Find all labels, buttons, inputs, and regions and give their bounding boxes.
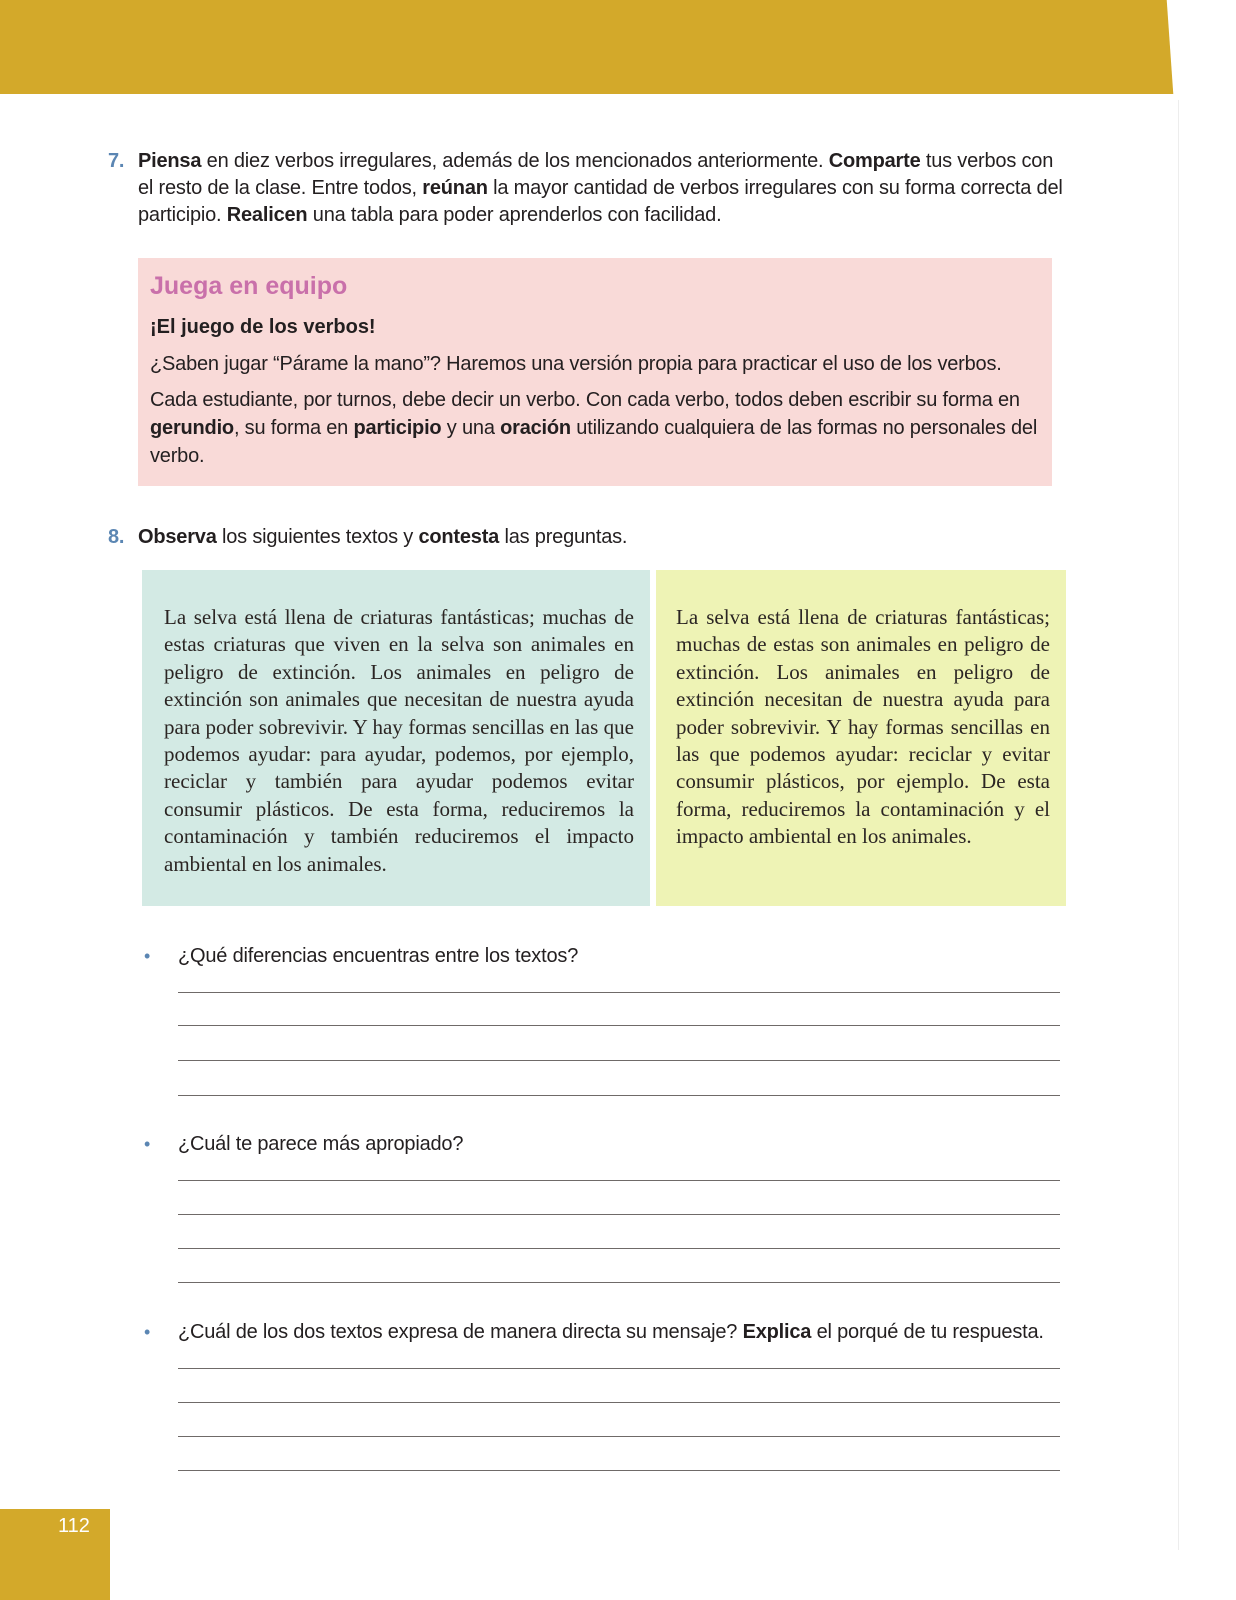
bullet-question-text: ¿Cuál te parece más apropiado? bbox=[178, 1133, 464, 1155]
text-card-left-body: La selva está llena de criaturas fantásticas; muchas de estas criaturas que viven en la selva son animales en peligro de extinción. Los animales en peligro de extinción son animales que necesitan de nuestra ayuda para poder sobrevivir. Y hay formas sencillas en las que podemos ayudar: para ayudar, podemos, por ejemplo, reciclar y también para ayudar podemos evitar consumir plásticos. De esta forma, reduciremos la contaminación y también reduciremos el impacto ambiental en los animales. bbox=[164, 605, 634, 876]
keyword: participio bbox=[353, 417, 442, 439]
team-activity-instructions bbox=[150, 386, 1040, 470]
team-activity-title: Juega en equipo bbox=[150, 272, 348, 300]
bullet-question-1 bbox=[144, 942, 578, 970]
answer-line[interactable] bbox=[178, 1402, 1060, 1403]
header-band bbox=[0, 0, 1166, 94]
keyword: reúnan bbox=[422, 177, 488, 199]
team-activity-subtitle: ¡El juego de los verbos! bbox=[150, 316, 376, 338]
text-card-right bbox=[656, 570, 1066, 906]
answer-line[interactable] bbox=[178, 1368, 1060, 1369]
question-text bbox=[138, 524, 1068, 551]
text-run: , su forma en bbox=[233, 417, 354, 439]
answer-line[interactable] bbox=[178, 1095, 1060, 1096]
keyword: Comparte bbox=[828, 150, 921, 172]
bullet-icon: • bbox=[144, 1134, 151, 1154]
bullet-icon: • bbox=[144, 1322, 151, 1342]
team-activity-box bbox=[138, 258, 1052, 486]
text-run: en diez verbos irregulares, además de los mencionados anteriormente. bbox=[201, 150, 829, 172]
question-text bbox=[138, 148, 1068, 229]
answer-line[interactable] bbox=[178, 1214, 1060, 1215]
answer-line[interactable] bbox=[178, 1025, 1060, 1026]
keyword: Piensa bbox=[138, 150, 202, 172]
question-7 bbox=[108, 148, 1068, 229]
text-run: el porqué de tu respuesta. bbox=[811, 1321, 1044, 1343]
keyword: contesta bbox=[418, 526, 500, 548]
answer-line[interactable] bbox=[178, 1282, 1060, 1283]
text-card-right-body: La selva está llena de criaturas fantásticas; muchas de estas son animales en peligro de extinción. Los animales en peligro de extinción necesitan de nuestra ayuda para poder sobrevivir. Y hay formas sencillas en las que podemos ayudar: reciclar y evitar consumir plásticos, por ejemplo. De esta forma, reduciremos la contaminación y el impacto ambiental en los animales. bbox=[676, 605, 1050, 849]
bullet-question-text: ¿Qué diferencias encuentras entre los textos? bbox=[178, 945, 579, 967]
answer-line[interactable] bbox=[178, 1436, 1060, 1437]
question-number: 7. bbox=[108, 150, 125, 172]
text-run: utilizando cualquiera de las formas no personales del verbo. bbox=[150, 417, 1038, 467]
answer-line[interactable] bbox=[178, 1180, 1060, 1181]
question-8 bbox=[108, 524, 1068, 551]
page-number: 112 bbox=[58, 1515, 90, 1537]
keyword: Explica bbox=[742, 1321, 812, 1343]
page-number-box bbox=[0, 1509, 110, 1600]
bullet-icon: • bbox=[144, 946, 151, 966]
text-card-left bbox=[142, 570, 650, 906]
answer-line[interactable] bbox=[178, 1060, 1060, 1061]
bullet-question-text bbox=[178, 1321, 1044, 1343]
team-activity-intro: ¿Saben jugar “Párame la mano”? Haremos una versión propia para practicar el uso de los verbos. bbox=[150, 353, 1002, 375]
text-run: la mayor cantidad de verbos irregulares con su forma correcta del participio. bbox=[138, 177, 1063, 226]
text-run: Cada estudiante, por turnos, debe decir un verbo. Con cada verbo, todos deben escribir su forma en bbox=[150, 389, 1020, 411]
text-run: una tabla para poder aprenderlos con facilidad. bbox=[307, 204, 722, 226]
keyword: gerundio bbox=[150, 417, 234, 439]
answer-line[interactable] bbox=[178, 992, 1060, 993]
bullet-question-2 bbox=[144, 1130, 463, 1158]
keyword: oración bbox=[500, 417, 571, 439]
answer-line[interactable] bbox=[178, 1248, 1060, 1249]
text-run: las preguntas. bbox=[499, 526, 628, 548]
bullet-question-3 bbox=[144, 1318, 1044, 1346]
question-number: 8. bbox=[108, 526, 125, 548]
keyword: Observa bbox=[138, 526, 217, 548]
text-run: y una bbox=[441, 417, 501, 439]
text-run: tus verbos con el resto de la clase. Entre todos, bbox=[138, 150, 1054, 199]
text-run: ¿Cuál de los dos textos expresa de manera directa su mensaje? bbox=[178, 1321, 743, 1343]
page-margin-line bbox=[1178, 100, 1179, 1550]
keyword: Realicen bbox=[226, 204, 308, 226]
text-run: los siguientes textos y bbox=[216, 526, 419, 548]
answer-line[interactable] bbox=[178, 1470, 1060, 1471]
